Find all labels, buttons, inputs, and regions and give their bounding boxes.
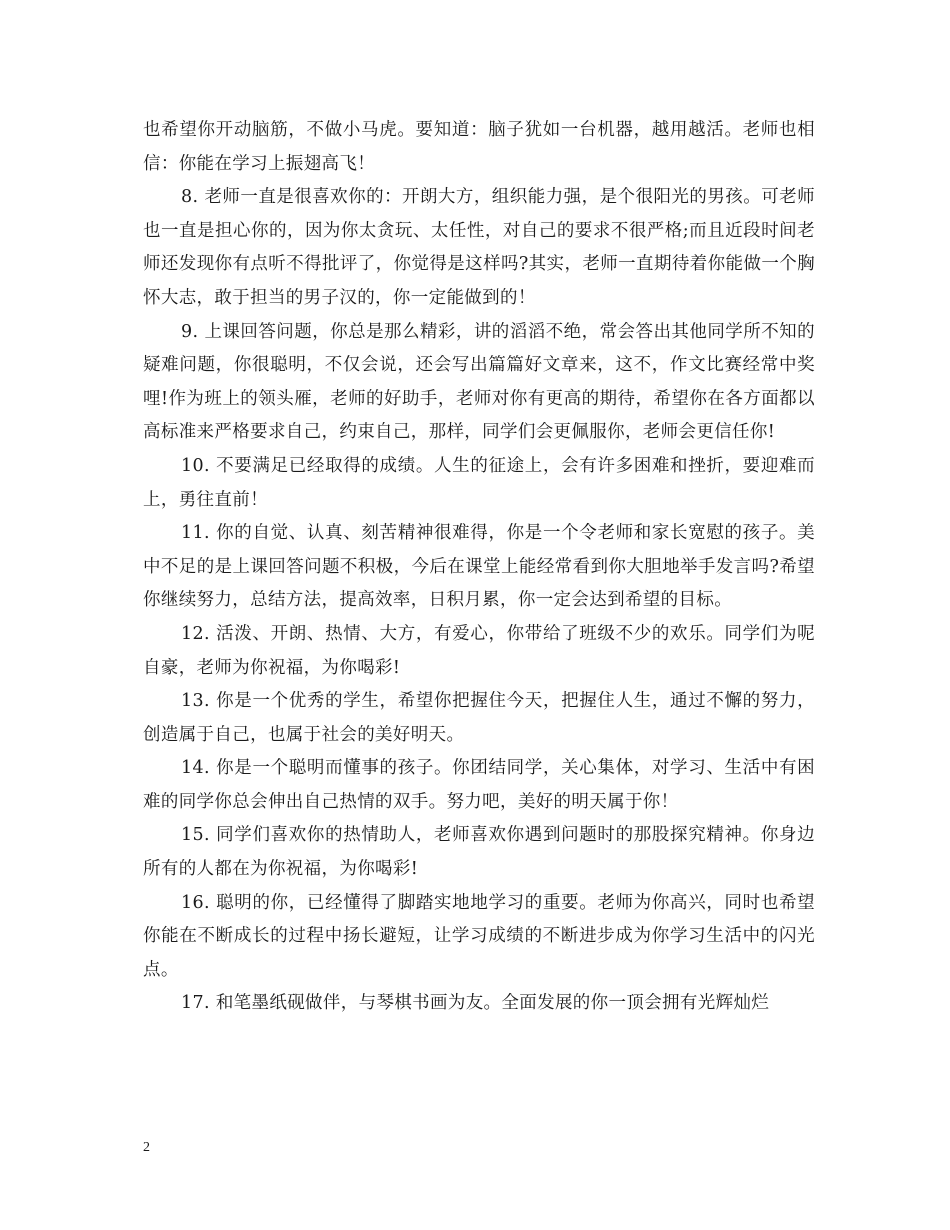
paragraph-text: 老师一直是很喜欢你的：开朗大方，组织能力强，是个很阳光的男孩。可老师也一直是担心你的，因为你太贪玩、太任性，对自己的要求不很严格;而且近段时间老师还发现你有点听不得批评了，你觉得是这样吗?其实，老师一直期待着你能做一个胸怀大志，敢于担当的男子汉的，你一定能做到的！ xyxy=(143,187,815,308)
paragraph-number: 14. xyxy=(181,758,210,779)
paragraph-item-17 xyxy=(143,987,815,1021)
paragraph-number: 15. xyxy=(181,825,210,846)
paragraph-text: 你的自觉、认真、刻苦精神很难得，你是一个令老师和家长宽慰的孩子。美中不足的是上课回答问题不积极，今后在课堂上能经常看到你大胆地举手发言吗?希望你继续努力，总结方法，提高效率，日积月累，你一定会达到希望的目标。 xyxy=(143,523,815,611)
page-number: 2 xyxy=(143,1140,150,1155)
paragraph-number: 8. xyxy=(181,187,199,208)
paragraph-text: 活泼、开朗、热情、大方，有爱心，你带给了班级不少的欢乐。同学们为呢自豪，老师为你祝福，为你喝彩! xyxy=(143,623,815,678)
paragraph-item-8 xyxy=(143,181,815,315)
paragraph-text: 你是一个优秀的学生，希望你把握住今天，把握住人生，通过不懈的努力，创造属于自己，也属于社会的美好明天。 xyxy=(143,691,815,745)
paragraph-number: 12. xyxy=(181,623,210,644)
paragraph-text: 上课回答问题，你总是那么精彩，讲的滔滔不绝，常会答出其他同学所不知的疑难问题，你很聪明，不仅会说，还会写出篇篇好文章来，这不，作文比赛经常中奖哩!作为班上的领头雁，老师的好助手，老师对你有更高的期待，希望你在各方面都以高标准来严格要求自己，约束自己，那样，同学们会更佩服你，老师会更信任你! xyxy=(143,321,815,443)
paragraph-number: 16. xyxy=(181,892,210,913)
paragraph-item-14 xyxy=(143,752,815,819)
paragraph-item-16 xyxy=(143,887,815,988)
paragraph-item-13 xyxy=(143,685,815,752)
paragraph-item-11 xyxy=(143,517,815,618)
paragraph-item-15 xyxy=(143,819,815,886)
document-body xyxy=(143,114,815,1021)
paragraph-number: 17. xyxy=(181,993,210,1014)
paragraph-text: 同学们喜欢你的热情助人，老师喜欢你遇到问题时的那股探究精神。你身边所有的人都在为你祝福，为你喝彩! xyxy=(143,825,815,880)
paragraph-number: 9. xyxy=(181,321,199,342)
paragraph-text: 不要满足已经取得的成绩。人生的征途上，会有许多困难和挫折，要迎难而上，勇往直前！ xyxy=(143,455,815,510)
paragraph-number: 13. xyxy=(181,691,210,712)
paragraph-item-10 xyxy=(143,450,815,517)
paragraph-text: 和笔墨纸砚做伴，与琴棋书画为友。全面发展的你一顶会拥有光辉灿烂 xyxy=(215,993,770,1014)
paragraph-text: 你是一个聪明而懂事的孩子。你团结同学，关心集体，对学习、生活中有困难的同学你总会伸出自己热情的双手。努力吧，美好的明天属于你！ xyxy=(143,758,815,812)
paragraph-text: 聪明的你，已经懂得了脚踏实地地学习的重要。老师为你高兴，同时也希望你能在不断成长的过程中扬长避短，让学习成绩的不断进步成为你学习生活中的闪光点。 xyxy=(143,892,815,980)
paragraph-text: 也希望你开动脑筋，不做小马虎。要知道：脑子犹如一台机器，越用越活。老师也相信：你能在学习上振翅高飞！ xyxy=(143,120,815,174)
paragraph-item-12 xyxy=(143,618,815,685)
paragraph-continued xyxy=(143,114,815,181)
paragraph-number: 11. xyxy=(181,523,210,544)
paragraph-item-9 xyxy=(143,316,815,450)
paragraph-number: 10. xyxy=(181,455,210,476)
